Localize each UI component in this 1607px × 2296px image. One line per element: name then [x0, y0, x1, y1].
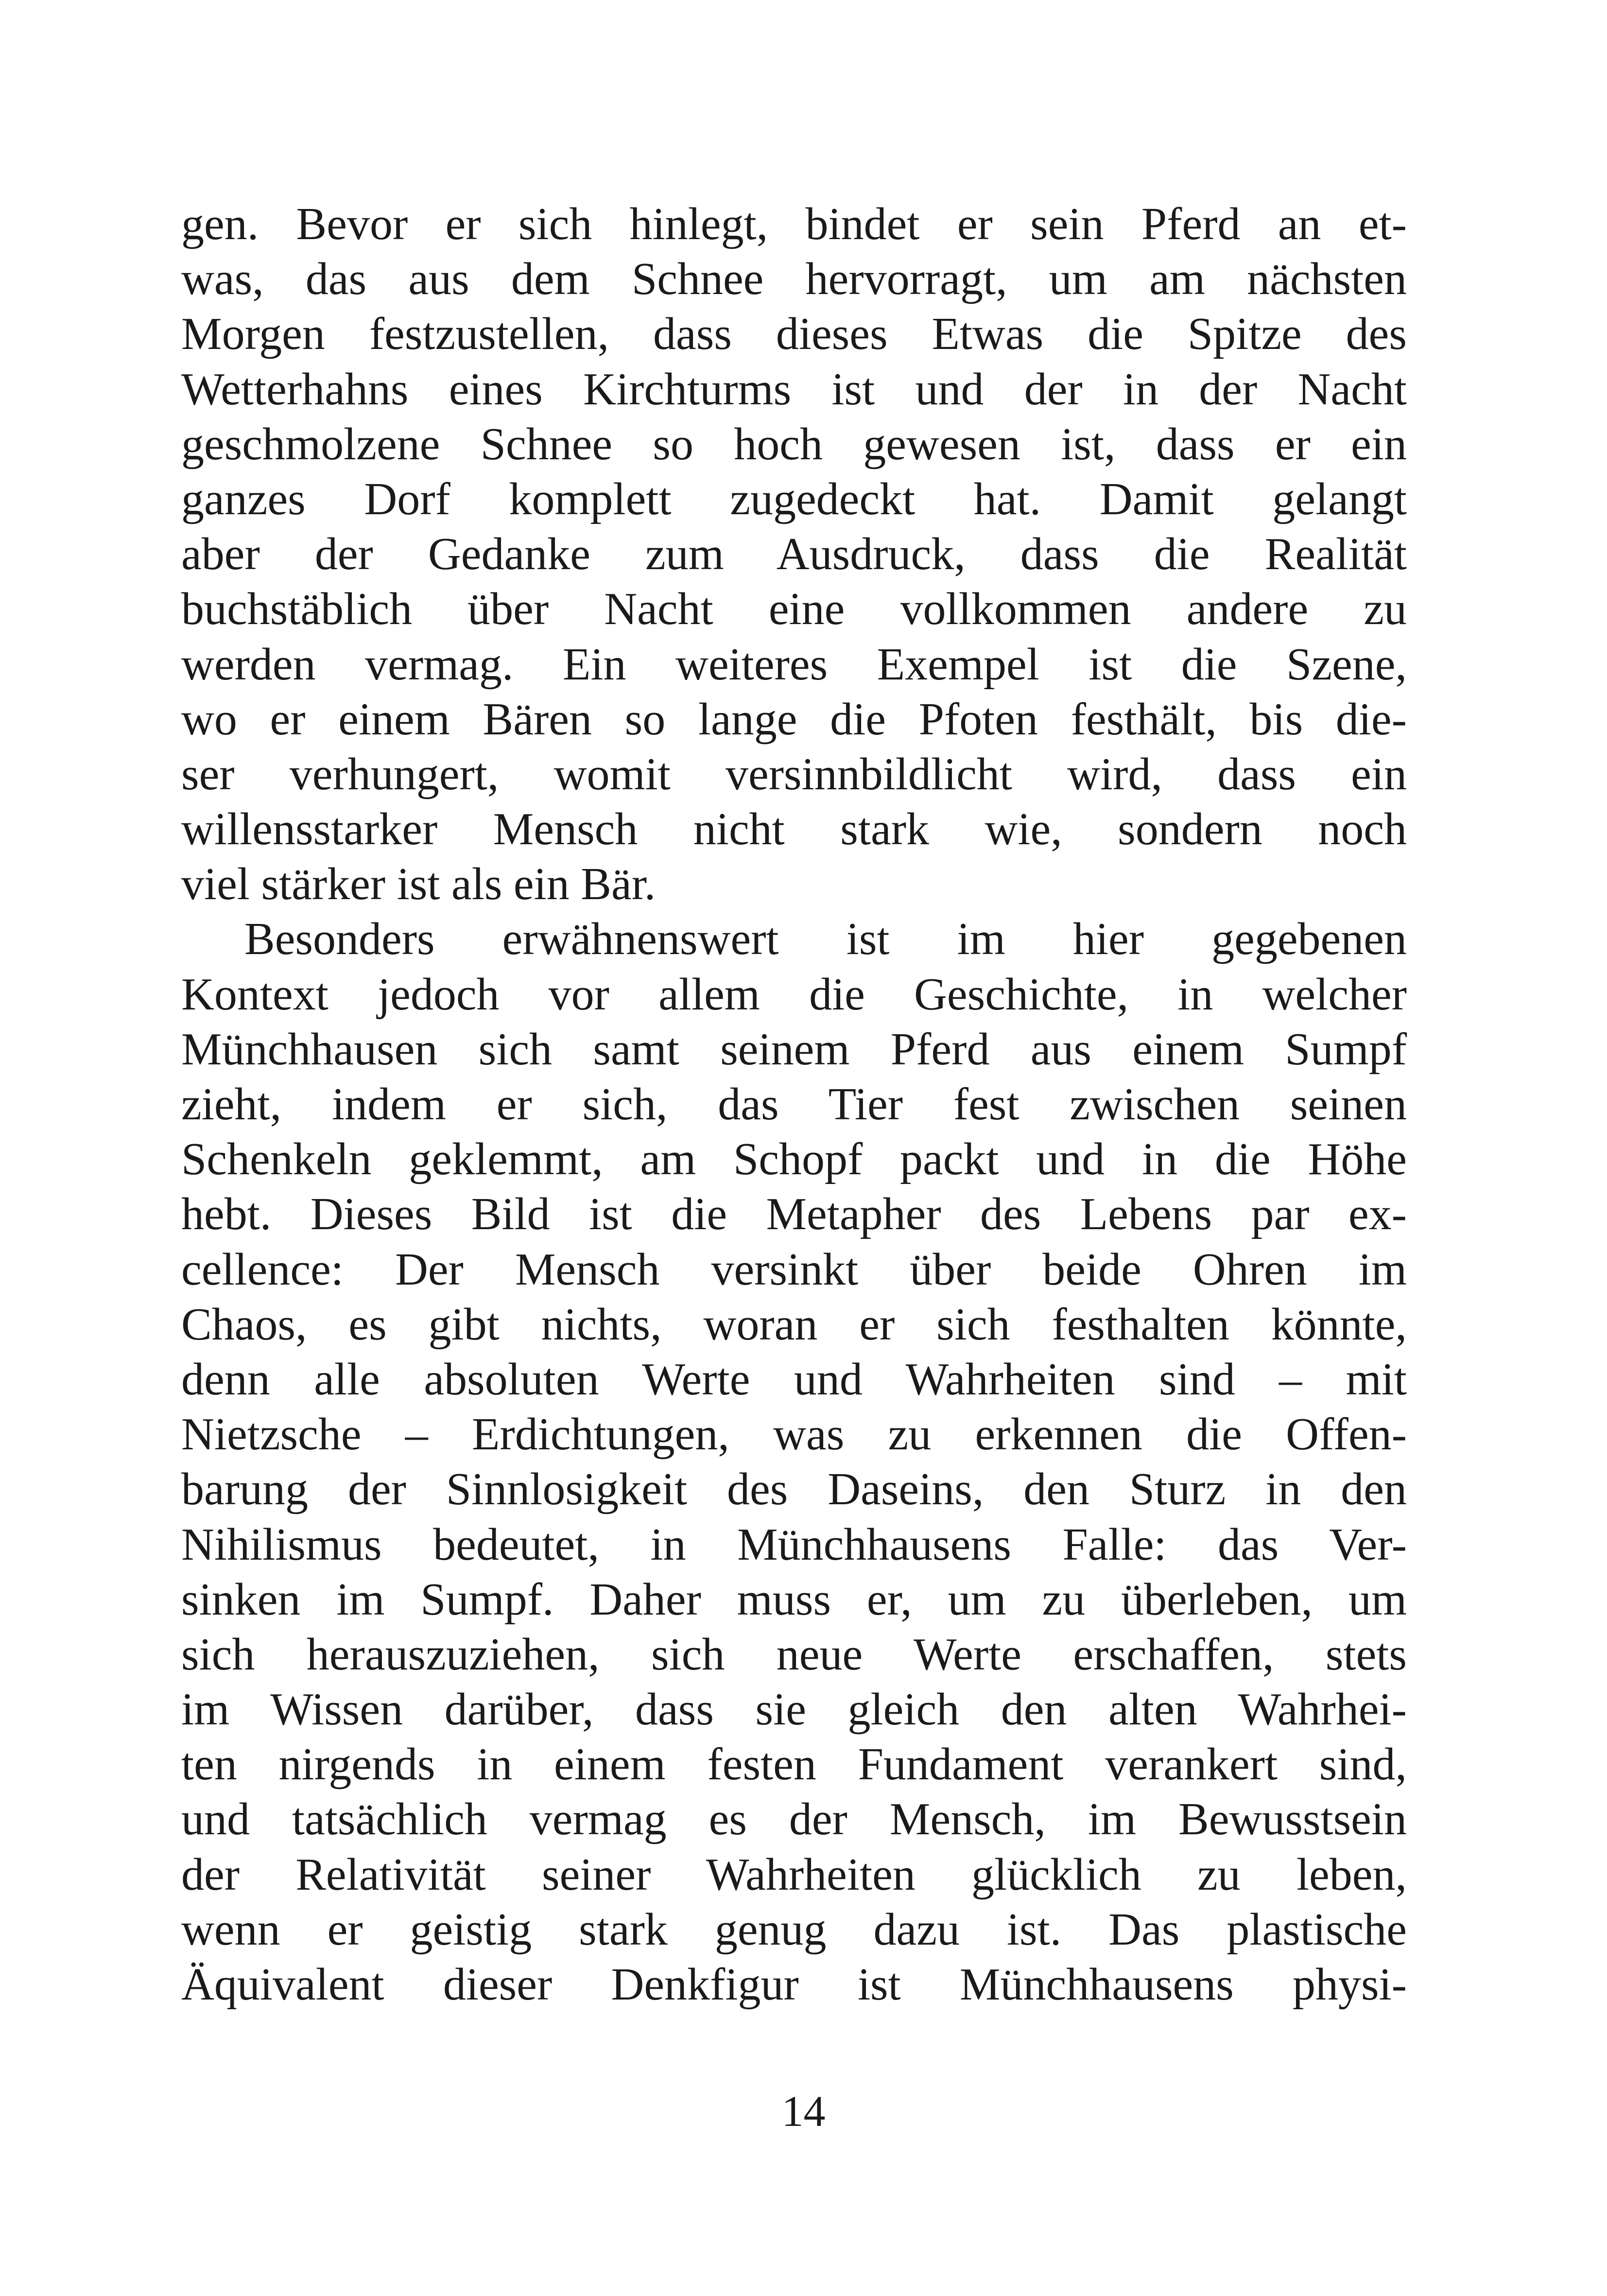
text-line: Chaos, es gibt nichts, woran er sich festhalten könnte,	[181, 1299, 1407, 1350]
text-line: denn alle absoluten Werte und Wahrheiten sind – mit	[181, 1354, 1407, 1405]
text-line: geschmolzene Schnee so hoch gewesen ist, dass er ein	[181, 418, 1407, 470]
text-line: willensstarker Mensch nicht stark wie, sondern noch	[181, 804, 1407, 855]
text-line: Nietzsche – Erdichtungen, was zu erkennen die Offen-	[181, 1409, 1407, 1460]
text-line: Äquivalent dieser Denkfigur ist Münchhausens physi-	[181, 1959, 1407, 2010]
text-line: und tatsächlich vermag es der Mensch, im Bewusstsein	[181, 1794, 1407, 1845]
text-line: werden vermag. Ein weiteres Exempel ist die Szene,	[181, 639, 1407, 690]
text-line: Münchhausen sich samt seinem Pferd aus einem Sumpf	[181, 1024, 1407, 1075]
text-line: sich herauszuziehen, sich neue Werte erschaffen, stets	[181, 1629, 1407, 1680]
text-line: der Relativität seiner Wahrheiten glücklich zu leben,	[181, 1849, 1407, 1900]
text-line: ten nirgends in einem festen Fundament verankert sind,	[181, 1739, 1407, 1790]
text-line: was, das aus dem Schnee hervorragt, um am nächsten	[181, 254, 1407, 305]
text-line: ganzes Dorf komplett zugedeckt hat. Damit gelangt	[181, 473, 1407, 524]
text-line: wenn er geistig stark genug dazu ist. Das plastische	[181, 1904, 1407, 1955]
text-line: sinken im Sumpf. Daher muss er, um zu überleben, um	[181, 1574, 1407, 1625]
text-line: aber der Gedanke zum Ausdruck, dass die Realität	[181, 529, 1407, 580]
page-number: 14	[781, 2087, 826, 2136]
text-line: Nihilismus bedeutet, in Münchhausens Falle: das Ver-	[181, 1519, 1407, 1570]
text-line: Wetterhahns eines Kirchturms ist und der in der Nacht	[181, 364, 1407, 415]
text-line: Besonders erwähnenswert ist im hier gegebenen	[244, 914, 1407, 965]
text-line: ser verhungert, womit versinnbildlicht wird, dass ein	[181, 748, 1407, 800]
paragraph	[181, 912, 1407, 2012]
text-line: wo er einem Bären so lange die Pfoten festhält, bis die-	[181, 694, 1407, 745]
text-line: Kontext jedoch vor allem die Geschichte, in welcher	[181, 969, 1407, 1020]
text-line: hebt. Dieses Bild ist die Metapher des Lebens par ex-	[181, 1189, 1407, 1240]
text-line: cellence: Der Mensch versinkt über beide Ohren im	[181, 1244, 1407, 1295]
text-line: im Wissen darüber, dass sie gleich den alten Wahrhei-	[181, 1684, 1407, 1735]
text-line: barung der Sinnlosigkeit des Daseins, den Sturz in den	[181, 1464, 1407, 1515]
text-line: gen. Bevor er sich hinlegt, bindet er sein Pferd an et-	[181, 199, 1407, 249]
body-text	[181, 197, 1407, 2012]
text-line: Morgen festzustellen, dass dieses Etwas die Spitze des	[181, 309, 1407, 360]
text-line: zieht, indem er sich, das Tier fest zwischen seinen	[181, 1079, 1407, 1130]
paragraph	[181, 197, 1407, 912]
text-line: viel stärker ist als ein Bär.	[181, 859, 656, 910]
text-line: Schenkeln geklemmt, am Schopf packt und in die Höhe	[181, 1134, 1407, 1185]
text-line: buchstäblich über Nacht eine vollkommen andere zu	[181, 584, 1407, 635]
